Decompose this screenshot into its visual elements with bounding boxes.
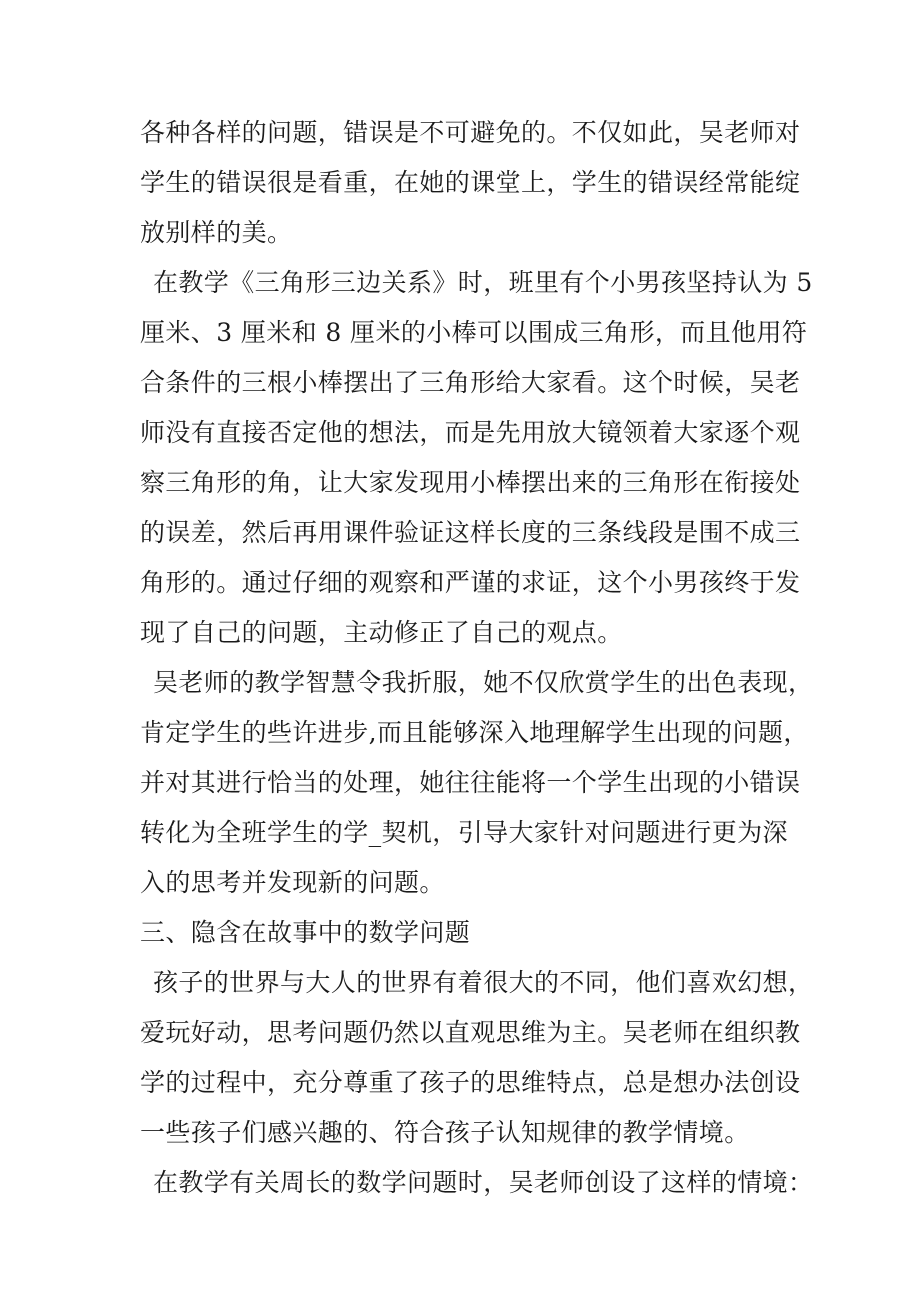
section-heading: 三、隐含在故事中的数学问题 bbox=[140, 918, 471, 947]
paragraph-line: 合条件的三根小棒摆出了三角形给大家看。这个时候，吴老 bbox=[140, 368, 801, 397]
paragraph-line: 师没有直接否定他的想法，而是先用放大镜领着大家逐个观 bbox=[140, 418, 801, 447]
paragraph-line: 察三角形的角，让大家发现用小棒摆出来的三角形在衔接处 bbox=[140, 468, 801, 497]
paragraph-line: 角形的。通过仔细的观察和严谨的求证，这个小男孩终于发 bbox=[140, 568, 801, 597]
paragraph-line: 吴老师的教学智慧令我折服，她不仅欣赏学生的出色表现， bbox=[153, 668, 814, 697]
paragraph-line: 在教学《三角形三边关系》时，班里有个小男孩坚持认为 5 bbox=[153, 268, 813, 297]
paragraph-line: 学生的错误很是看重，在她的课堂上，学生的错误经常能绽 bbox=[140, 168, 801, 197]
paragraph-line: 在教学有关周长的数学问题时，吴老师创设了这样的情境： bbox=[153, 1168, 814, 1197]
paragraph-line: 放别样的美。 bbox=[140, 218, 293, 247]
paragraph-line: 各种各样的问题，错误是不可避免的。不仅如此，吴老师对 bbox=[140, 118, 801, 147]
paragraph-line: 入的思考并发现新的问题。 bbox=[140, 868, 445, 897]
paragraph-line: 一些孩子们感兴趣的、符合孩子认知规律的教学情境。 bbox=[140, 1118, 750, 1147]
paragraph-line: 孩子的世界与大人的世界有着很大的不同，他们喜欢幻想， bbox=[153, 968, 814, 997]
paragraph-line: 爱玩好动，思考问题仍然以直观思维为主。吴老师在组织教 bbox=[140, 1018, 801, 1047]
paragraph-line: 转化为全班学生的学_契机，引导大家针对问题进行更为深 bbox=[140, 818, 788, 847]
paragraph-line: 肯定学生的些许进步,而且能够深入地理解学生出现的问题， bbox=[140, 718, 809, 747]
paragraph-line: 并对其进行恰当的处理，她往往能将一个学生出现的小错误 bbox=[140, 768, 801, 797]
paragraph-line: 厘米、3 厘米和 8 厘米的小棒可以围成三角形，而且他用符 bbox=[140, 318, 808, 347]
paragraph-line: 的误差，然后再用课件验证这样长度的三条线段是围不成三 bbox=[140, 518, 801, 547]
paragraph-line: 学的过程中，充分尊重了孩子的思维特点，总是想办法创设 bbox=[140, 1068, 801, 1097]
paragraph-line: 现了自己的问题，主动修正了自己的观点。 bbox=[140, 618, 623, 647]
